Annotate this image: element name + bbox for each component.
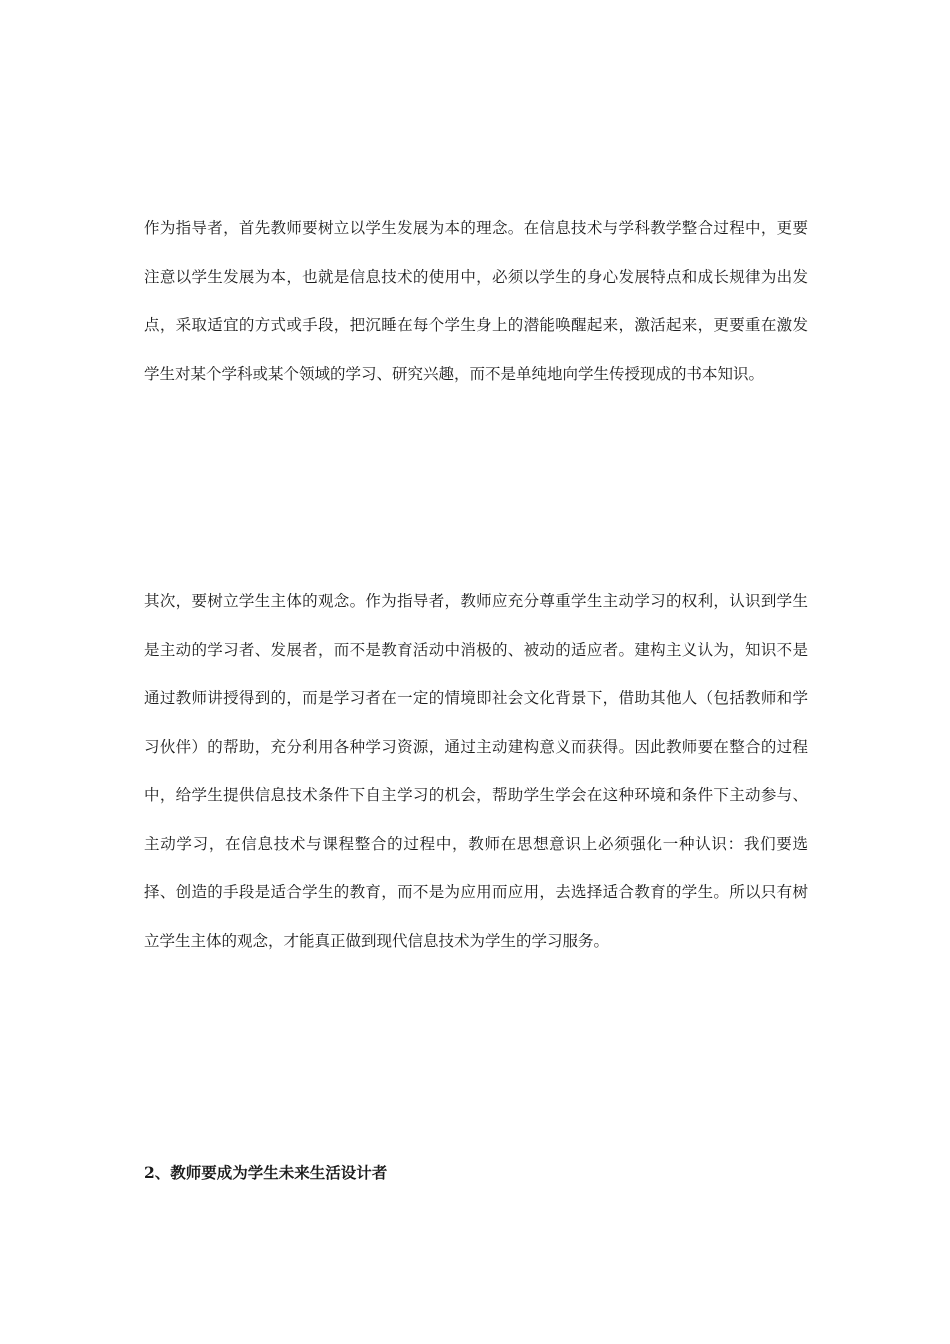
section-heading: 2、教师要成为学生未来生活设计者 [144,1163,388,1182]
paragraph-student-subject: 其次，要树立学生主体的观念。作为指导者，教师应充分尊重学生主动学习的权利，认识到学生是主动的学习者、发展者，而不是教育活动中消极的、被动的适应者。建构主义认为，知识不是通过教师讲授得到的，而是学习者在一定的情境即社会文化背景下，借助其他人（包括教师和学习伙伴）的帮助，充分利用各种学习资源，通过主动建构意义而获得。因此教师要在整合的过程中，给学生提供信息技术条件下自主学习的机会，帮助学生学会在这种环境和条件下主动参与、主动学习，在信息技术与课程整合的过程中，教师在思想意识上必须强化一种认识：我们要选择、创造的手段是适合学生的教育，而不是为应用而应用，去选择适合教育的学生。所以只有树立学生主体的观念，才能真正做到现代信息技术为学生的学习服务。 [144,592,808,950]
paragraph-guide-role: 作为指导者，首先教师要树立以学生发展为本的理念。在信息技术与学科教学整合过程中，更要注意以学生发展为本，也就是信息技术的使用中，必须以学生的身心发展特点和成长规律为出发点，采取适宜的方式或手段，把沉睡在每个学生身上的潜能唤醒起来，激活起来，更要重在激发学生对某个学科或某个领域的学习、研究兴趣，而不是单纯地向学生传授现成的书本知识。 [144,219,808,383]
